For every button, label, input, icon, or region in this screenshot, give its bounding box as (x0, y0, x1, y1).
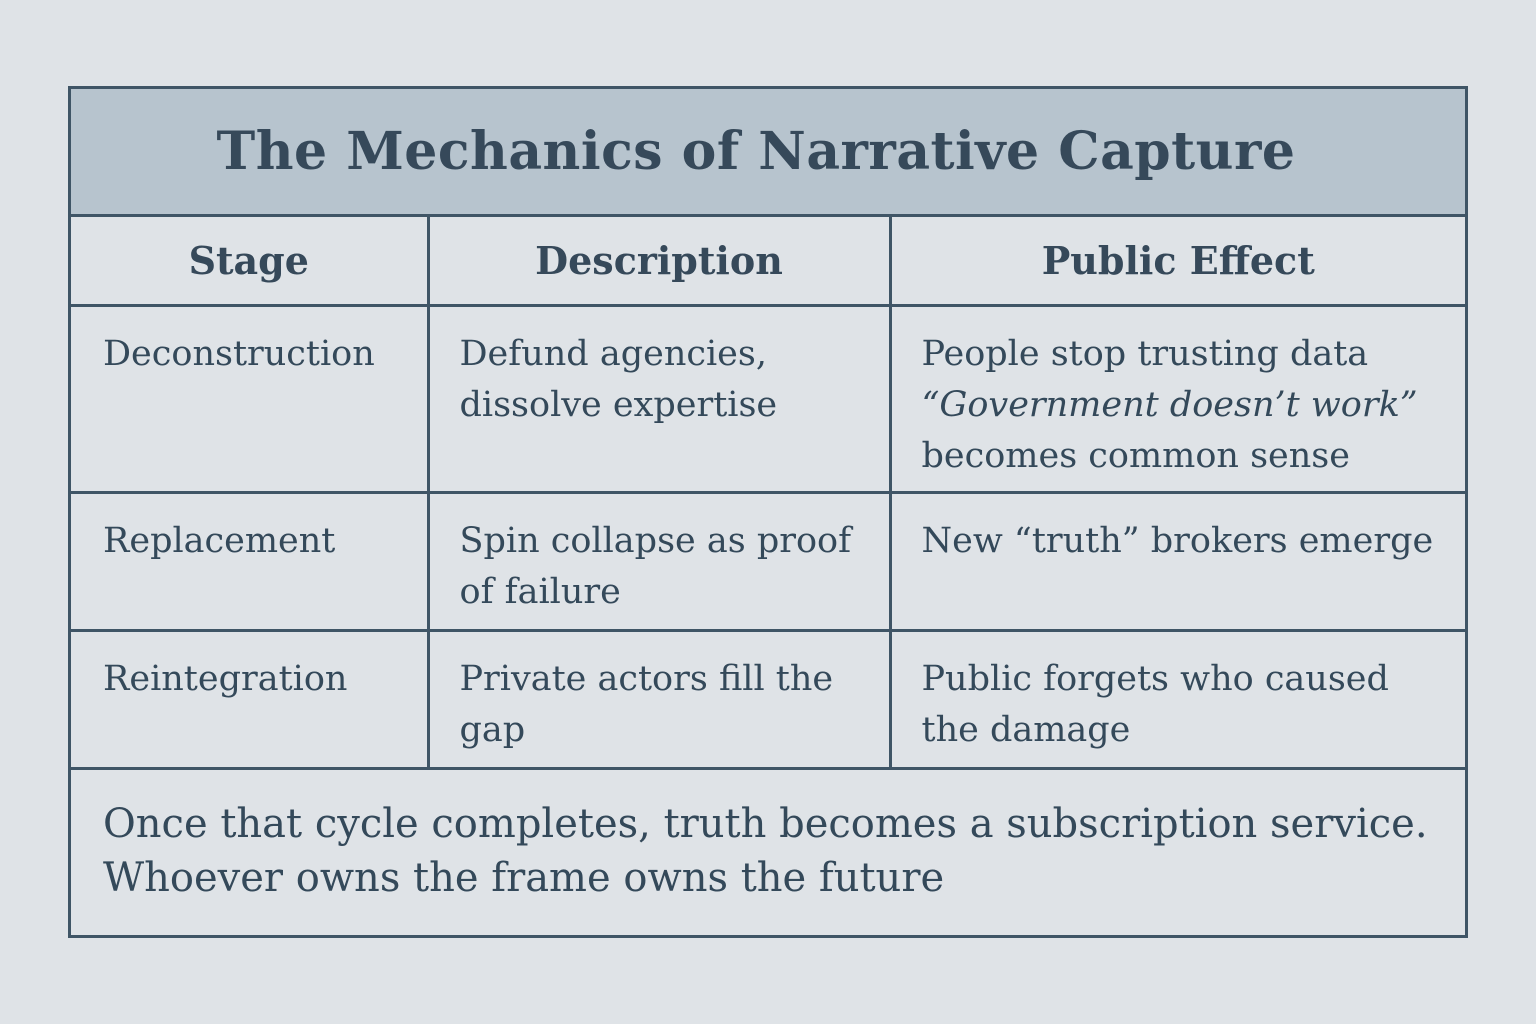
title-bar (71, 89, 1465, 217)
footer-note (71, 775, 1465, 935)
description-cell (428, 493, 890, 631)
effect-quote: “Government doesn’t work” (921, 385, 1418, 425)
column-header-public-effect: Public Effect (890, 217, 1465, 306)
description-line: dissolve expertise (459, 385, 778, 425)
table-row (71, 493, 1465, 631)
effect-line: Public forgets who caused (921, 659, 1389, 699)
footer-line: Once that cycle completes, truth becomes a subscription service. (103, 801, 1428, 847)
stage-cell (71, 631, 428, 769)
table-row (71, 306, 1465, 493)
effect-line: People stop trusting data (921, 334, 1369, 374)
table-title: The Mechanics of Narrative Capture (216, 121, 1296, 182)
effect-cell (890, 493, 1465, 631)
effect-line: the damage (921, 710, 1131, 750)
column-header-description: Description (428, 217, 890, 306)
stage-cell (71, 493, 428, 631)
effect-line: New “truth” brokers emerge (921, 521, 1434, 561)
footer-line: Whoever owns the frame owns the future (103, 855, 945, 901)
effect-cell (890, 306, 1465, 493)
description-line: Defund agencies, (459, 334, 767, 374)
description-cell (428, 306, 890, 493)
description-line: of failure (459, 572, 621, 612)
description-line: Spin collapse as proof (459, 521, 852, 561)
stage-text: Replacement (103, 521, 336, 561)
effect-line-quote (922, 380, 1456, 431)
infographic-table (68, 86, 1468, 938)
table-row (71, 631, 1465, 769)
stage-text: Deconstruction (103, 334, 375, 374)
stage-text: Reintegration (103, 659, 348, 699)
header-row (71, 217, 1465, 306)
effect-cell (890, 631, 1465, 769)
stages-table (71, 217, 1465, 770)
description-line: gap (459, 710, 526, 750)
column-header-stage: Stage (71, 217, 428, 306)
description-cell (428, 631, 890, 769)
description-line: Private actors fill the (459, 659, 834, 699)
stage-cell (71, 306, 428, 493)
effect-line: becomes common sense (921, 436, 1350, 476)
